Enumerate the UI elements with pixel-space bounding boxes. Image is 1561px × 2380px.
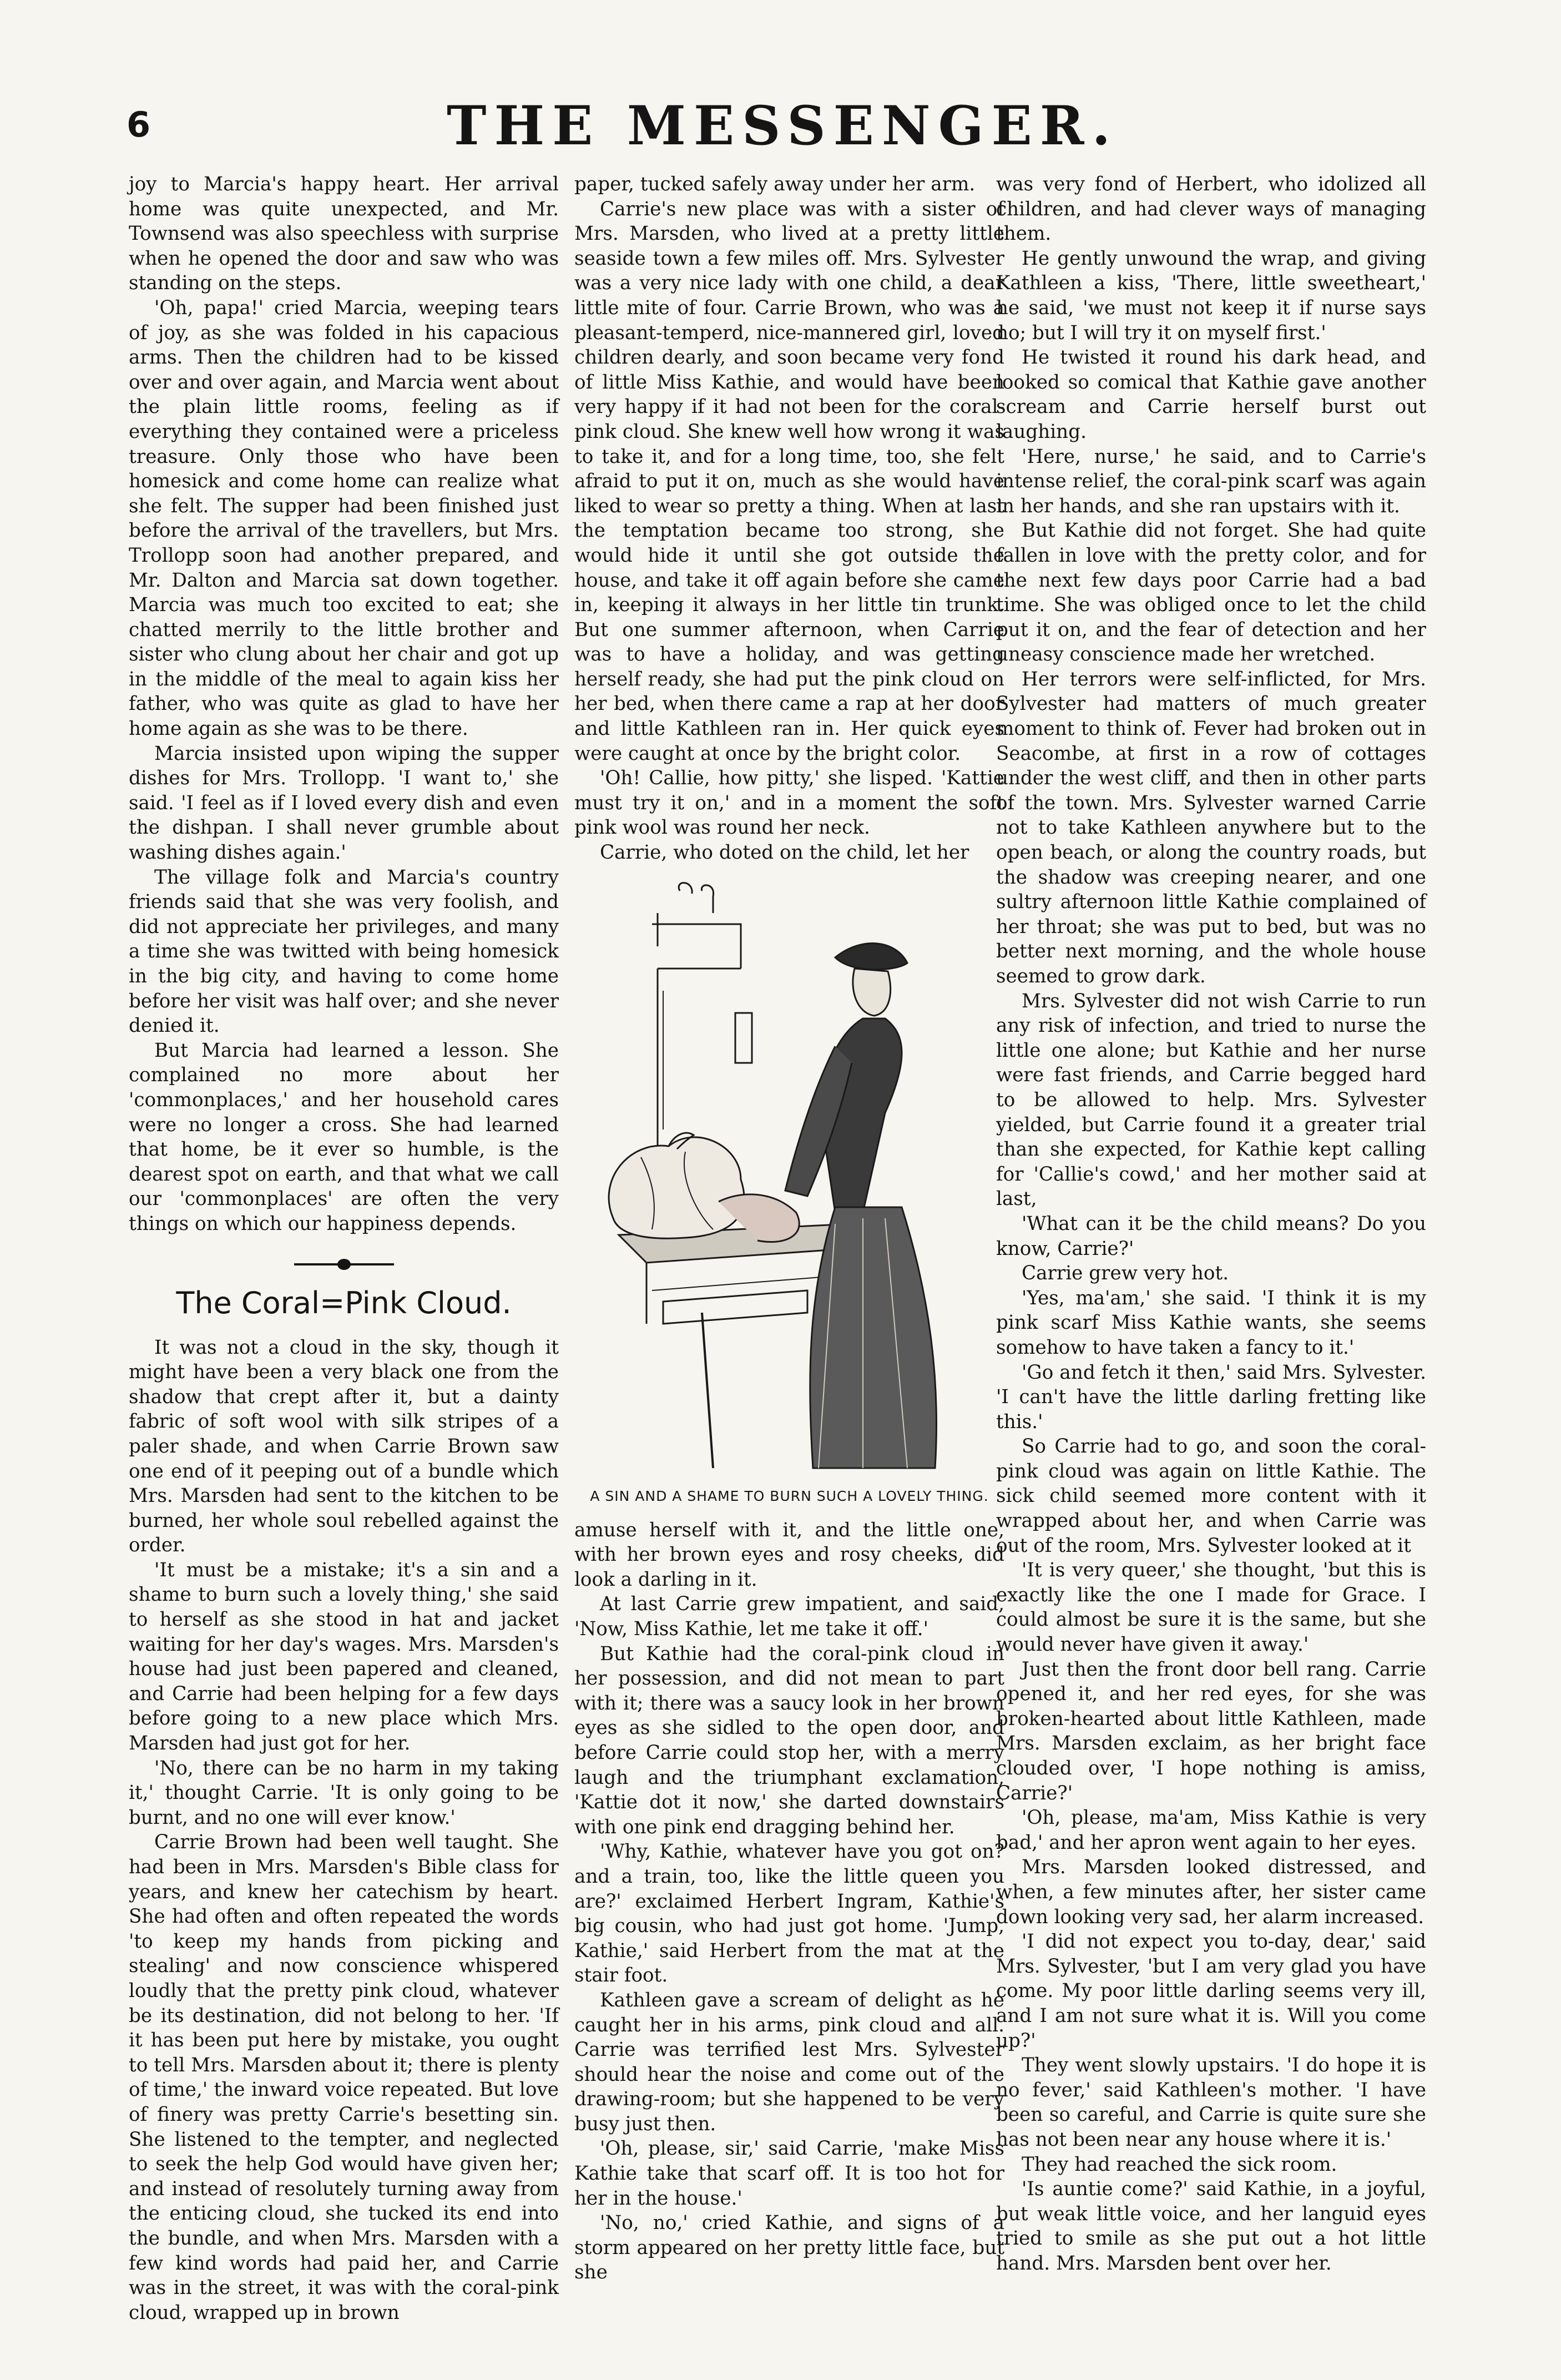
paragraph: 'I did not expect you to-day, dear,' said Mrs. Sylvester, 'but I am very glad you have come. My poor little darling seems very ill, and I am not sure what it is. Will you come up?' — [996, 1930, 1426, 2052]
woman-with-bundle-illustration — [574, 880, 1004, 1479]
paragraph: It was not a cloud in the sky, though it might have been a very black one from the shadow that crept after it, but a dainty fabric of soft wool with silk stripes of a paler shade, and when Carrie Brown saw one end of it peeping out of a bundle which Mrs. Marsden had sent to the kitchen to be burned, her whole soul rebelled against the order. — [129, 1336, 559, 1557]
paragraph: Carrie, who doted on the child, let her — [600, 841, 969, 864]
paragraph: But Kathie did not forget. She had quite fallen in love with the pretty color, and for the next few days poor Carrie had a bad time. She was obliged once to let the child put it on, and the fear of detection and her uneasy conscience made her wretched. — [996, 520, 1426, 666]
paragraph: The village folk and Marcia's country friends said that she was very foolish, and did not appreciate her privileges, and many a time she was twitted with being homesick in the big city, and having to come home before her visit was half over; and she never denied it. — [129, 866, 559, 1037]
paragraph: Carrie grew very hot. — [1022, 1262, 1229, 1285]
column-3 — [996, 172, 1426, 2276]
paragraph: 'Oh, please, sir,' said Carrie, 'make Miss Kathie take that scarf off. It is too hot for her in the house.' — [574, 2137, 1004, 2210]
paragraph: 'Is auntie come?' said Kathie, in a joyful, but weak little voice, and her languid eyes tried to smile as she put out a hot little hand. Mrs. Marsden bent over her. — [996, 2178, 1426, 2275]
story-title: The Coral=Pink Cloud. — [176, 1285, 512, 1320]
page-header — [111, 83, 1454, 155]
paragraph: But Kathie had the coral-pink cloud in her possession, and did not mean to part with it; there was a saucy look in her brown eyes as she sidled to the open door, and before Carrie could stop her, with a merry laugh and the triumphant exclamation, 'Kattie dot it now,' she darted downstairs with one pink end dragging behind her. — [574, 1642, 1004, 1838]
paragraph: They had reached the sick room. — [1022, 2153, 1337, 2176]
paragraph: Carrie's new place was with a sister of Mrs. Marsden, who lived at a pretty little seaside town a few miles off. Mrs. Sylvester was a very nice lady with one child, a dear little mite of four. Carrie Brown, who was a pleasant-temperd, nice-mannered girl, loved children dearly, and soon became very fond of little Miss Kathie, and would have been very happy if it had not been for the coral-pink cloud. She knew well how wrong it was to take it, and for a long time, too, she felt afraid to put it on, much as she would have liked to wear so pretty a thing. When at last the temptation became too strong, she would hide it until she got outside the house, and take it off again before she came in, keeping it always in her little tin trunk. But one summer afternoon, when Carrie was to have a holiday, and was getting herself ready, she had put the pink cloud on her bed, when there came a rap at her door and little Kathleen ran in. Her quick eyes were caught at once by the bright color. — [574, 198, 1004, 765]
illustration-caption: A SIN AND A SHAME TO BURN SUCH A LOVELY THING. — [590, 1488, 989, 1504]
paragraph: 'Oh, papa!' cried Marcia, weeping tears of joy, as she was folded in his capacious arms. Then the children had to be kissed over and over again, and Marcia went about the plain little rooms, feeling as if everything they contained were a priceless treasure. Only those who have been homesick and come home can realize what she felt. The supper had been finished just before the arrival of the travellers, but Mrs. Trollopp soon had another prepared, and Mr. Dalton and Marcia sat down together. Marcia was much too excited to eat; she chatted merrily to the little brother and sister who clung about her chair and got up in the middle of the meal to again kiss her father, who was quite as glad to have her home again as she was to be there. — [129, 296, 559, 740]
paragraph: 'Oh! Callie, how pitty,' she lisped. 'Kattie must try it on,' and in a moment the soft pink wool was round her neck. — [574, 767, 1004, 839]
paragraph: At last Carrie grew impatient, and said, 'Now, Miss Kathie, let me take it off.' — [574, 1593, 1004, 1640]
paragraph: 'It is very queer,' she thought, 'but this is exactly like the one I made for Grace. I could almost be sure it is the same, but she would never have given it away.' — [996, 1559, 1426, 1656]
masthead-title: THE MESSENGER. — [447, 94, 1118, 157]
paragraph: Mrs. Sylvester did not wish Carrie to run any risk of infection, and tried to nurse the little one alone; but Kathie and her nurse were fast friends, and Carrie begged hard to be allowed to help. Mrs. Sylvester yielded, but Carrie found it a greater trial than she expected, for Kathie kept calling for 'Callie's cowd,' and her mother said at last, — [996, 990, 1426, 1211]
paragraph: 'No, no,' cried Kathie, and signs of a storm appeared on her pretty little face, but she — [574, 2212, 1004, 2284]
paragraph: Marcia insisted upon wiping the supper dishes for Mrs. Trollopp. 'I want to,' she said. 'I feel as if I loved every dish and even the dishpan. I shall never grumble about washing dishes again.' — [129, 742, 559, 864]
column-1 — [129, 172, 559, 2325]
paragraph: 'Go and fetch it then,' said Mrs. Sylvester. 'I can't have the little darling fretting like this.' — [996, 1361, 1426, 1433]
paragraph: Kathleen gave a scream of delight as he caught her in his arms, pink cloud and all. Carrie was terrified lest Mrs. Sylvester should hear the noise and come out of the drawing-room; but she happened to be very busy just then. — [574, 1989, 1004, 2135]
paragraph: joy to Marcia's happy heart. Her arrival home was quite unexpected, and Mr. Townsend was also speechless with surprise when he opened the door and saw who was standing on the steps. — [129, 173, 559, 295]
paragraph: was very fond of Herbert, who idolized all children, and had clever ways of managing them. — [996, 173, 1426, 245]
paragraph: 'Here, nurse,' he said, and to Carrie's intense relief, the coral-pink scarf was again in her hands, and she ran upstairs with it. — [996, 445, 1426, 517]
section-divider — [294, 1263, 394, 1265]
paragraph: Just then the front door bell rang. Carrie opened it, and her red eyes, for she was broken-hearted about little Kathleen, made Mrs. Marsden exclaim, as her bright face clouded over, 'I hope nothing is amiss, Carrie?' — [996, 1658, 1426, 1804]
paragraph: 'It must be a mistake; it's a sin and a shame to burn such a lovely thing,' she said to herself as she stood in hat and jacket waiting for her day's wages. Mrs. Marsden's house had just been papered and cleaned, and Carrie had been helping for a few days before going to a new place which Mrs. Marsden had just got for her. — [129, 1559, 559, 1755]
paragraph: amuse herself with it, and the little one, with her brown eyes and rosy cheeks, did look a darling in it. — [574, 1519, 1004, 1591]
paragraph: But Marcia had learned a lesson. She complained no more about her 'commonplaces,' and her household cares were no longer a cross. She had learned that home, be it ever so humble, is the dearest spot on earth, and that what we call our 'commonplaces' are often the very things on which our happiness depends. — [129, 1039, 559, 1235]
paragraph: Her terrors were self-inflicted, for Mrs. Sylvester had matters of much greater moment to think of. Fever had broken out in Seacombe, at first in a row of cottages under the west cliff, and then in other parts of the town. Mrs. Sylvester warned Carrie not to take Kathleen anywhere but to the open beach, or along the country roads, but the shadow was creeping nearer, and one sultry afternoon little Kathie complained of her throat; she was put to bed, but was no better next morning, and the whole house seemed to grow dark. — [996, 668, 1426, 987]
paragraph: He gently unwound the wrap, and giving Kathleen a kiss, 'There, little sweetheart,' he said, 'we must not keep it if nurse says no; but I will try it on myself first.' — [996, 247, 1426, 344]
paragraph: He twisted it round his dark head, and looked so comical that Kathie gave another scream and Carrie herself burst out laughing. — [996, 346, 1426, 443]
paragraph: Carrie Brown had been well taught. She had been in Mrs. Marsden's Bible class for years, and knew her catechism by heart. She had often and often repeated the words 'to keep my hands from picking and stealing' and now conscience whispered loudly that the pretty pink cloud, whatever be its destination, did not belong to her. 'If it has been put here by mistake, you ought to tell Mrs. Marsden about it; there is plenty of time,' the inward voice repeated. But love of finery was pretty Carrie's besetting sin. She listened to the tempter, and neglected to seek the help God would have given her; and instead of resolutely turning away from the enticing cloud, she tucked its end into the bundle, and when Mrs. Marsden with a few kind words had paid her, and Carrie was in the street, it was with the coral-pink cloud, wrapped up in brown — [129, 1831, 559, 2324]
paragraph: So Carrie had to go, and soon the coral-pink cloud was again on little Kathie. The sick child seemed more content with it wrapped about her, and when Carrie was out of the room, Mrs. Sylvester looked at it — [996, 1435, 1426, 1557]
paragraph: 'Why, Kathie, whatever have you got on? and a train, too, like the little queen you are?' exclaimed Herbert Ingram, Kathie's big cousin, who had just got home. 'Jump, Kathie,' said Herbert from the mat at the stair foot. — [574, 1841, 1004, 1987]
page-number: 6 — [127, 104, 151, 145]
paragraph: paper, tucked safely away under her arm. — [574, 173, 976, 195]
paragraph: 'Oh, please, ma'am, Miss Kathie is very bad,' and her apron went again to her eyes. — [996, 1807, 1426, 1854]
paragraph: 'What can it be the child means? Do you know, Carrie?' — [996, 1212, 1426, 1260]
paragraph: 'Yes, ma'am,' she said. 'I think it is my pink scarf Miss Kathie wants, she seems somehow to have taken a fancy to it.' — [996, 1287, 1426, 1359]
illustration — [574, 880, 1004, 1505]
column-2 — [574, 172, 1004, 2285]
paragraph: 'No, there can be no harm in my taking it,' thought Carrie. 'It is only going to be burnt, and no one will ever know.' — [129, 1757, 559, 1829]
paragraph: Mrs. Marsden looked distressed, and when, a few minutes after, her sister came down looking very sad, her alarm increased. — [996, 1856, 1426, 1928]
paragraph: They went slowly upstairs. 'I do hope it is no fever,' said Kathleen's mother. 'I have been so careful, and Carrie is quite sure she has not been near any house where it is.' — [996, 2054, 1426, 2151]
